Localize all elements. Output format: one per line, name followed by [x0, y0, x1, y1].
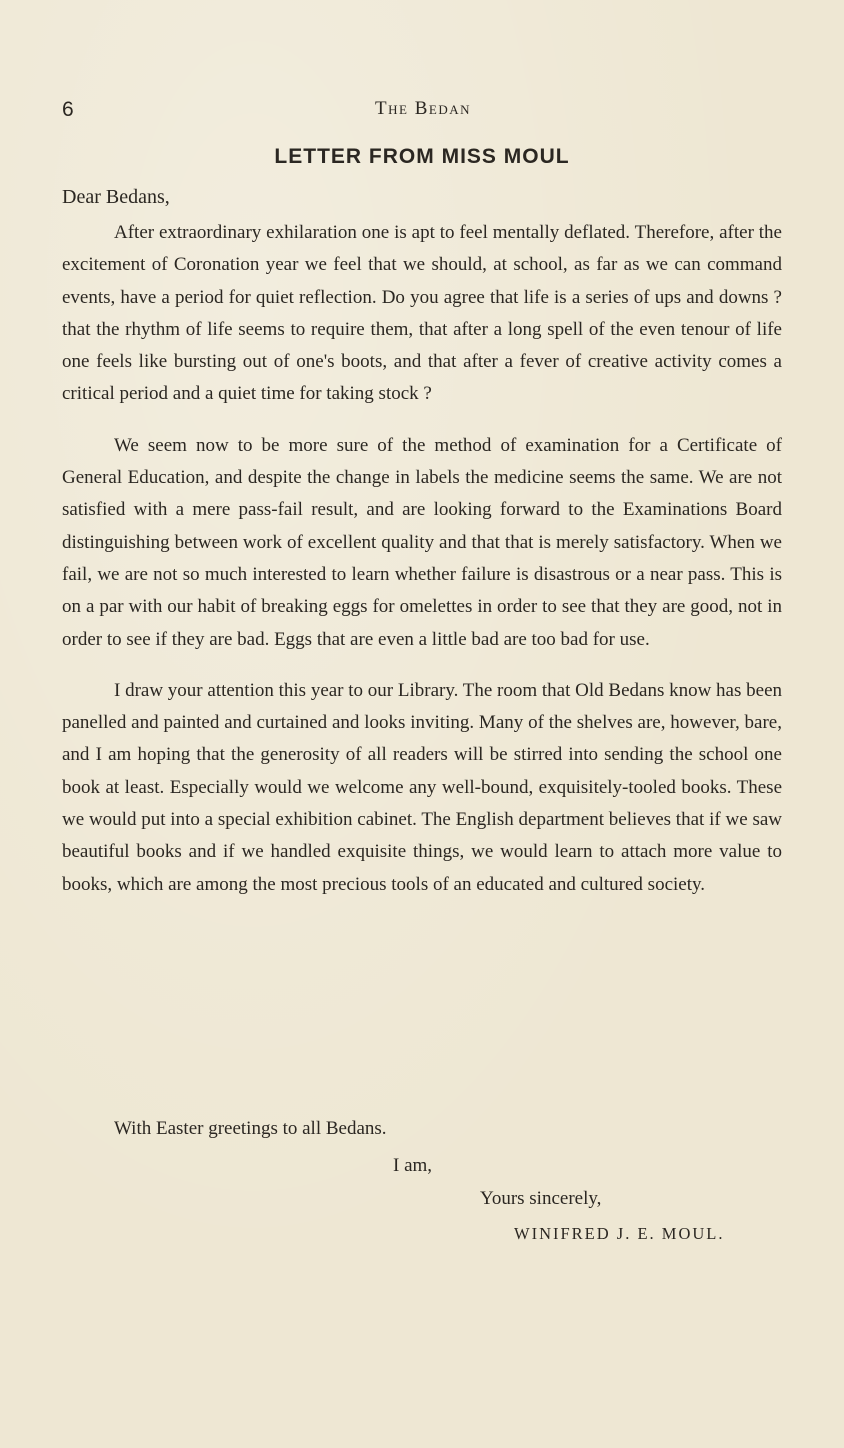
paragraph: I draw your attention this year to our Library. The room that Old Bedans know has been panelled and painted and curtained and looks inviting. Many of the shelves are, however, bare, and I am hoping that the generosity of all readers will be stirred into sending the school one book at least. Especially would we welcome any well-bound, exquisitely-tooled books. These we would put into a special exhibition cabinet. The English department believes that if we saw beautiful books and if we handled exquisite things, we would learn to attach more value to books, which are among the most precious tools of an educated and cultured society. [62, 679, 782, 895]
letter-i-am: I am, [393, 1155, 433, 1176]
letter-title: LETTER FROM MISS MOUL [274, 145, 570, 168]
letter-valediction: Yours sincerely, [480, 1188, 602, 1209]
page-number: 6 [62, 98, 74, 121]
paragraph: After extraordinary exhilaration one is apt to feel mentally deflated. Therefore, after the excitement of Coronation year we feel that we should, at school, as far as we can command events, have a period for quiet reflection. Do you agree that life is a series of ups and downs ? that the rhythm of life seems to require them, that after a long spell of the even tenour of life one feels like bursting out of one's boots, and that after a fever of creative activity comes a critical period and a quiet time for taking stock ? [62, 222, 782, 405]
letter-salutation: Dear Bedans, [62, 186, 170, 208]
paragraph: We seem now to be more sure of the method of examination for a Certificate of General Education, and despite the change in labels the medicine seems the same. We are not satisfied with a mere pass-fail result, and are looking forward to the Examinations Board distinguishing between work of excellent quality and that that is merely satisfactory. When we fail, we are not so much interested to learn whether failure is disastrous or a near pass. This is on a par with our habit of breaking eggs for omelettes in order to see that they are good, not in order to see if they are bad. Eggs that are even a little bad are too bad for use. [62, 434, 782, 650]
page-header [62, 98, 784, 128]
letter-signature: WINIFRED J. E. MOUL. [514, 1224, 725, 1243]
letter-body [62, 217, 782, 901]
letter-closing: With Easter greetings to all Bedans. [114, 1118, 387, 1139]
running-head: The Bedan [375, 98, 471, 119]
